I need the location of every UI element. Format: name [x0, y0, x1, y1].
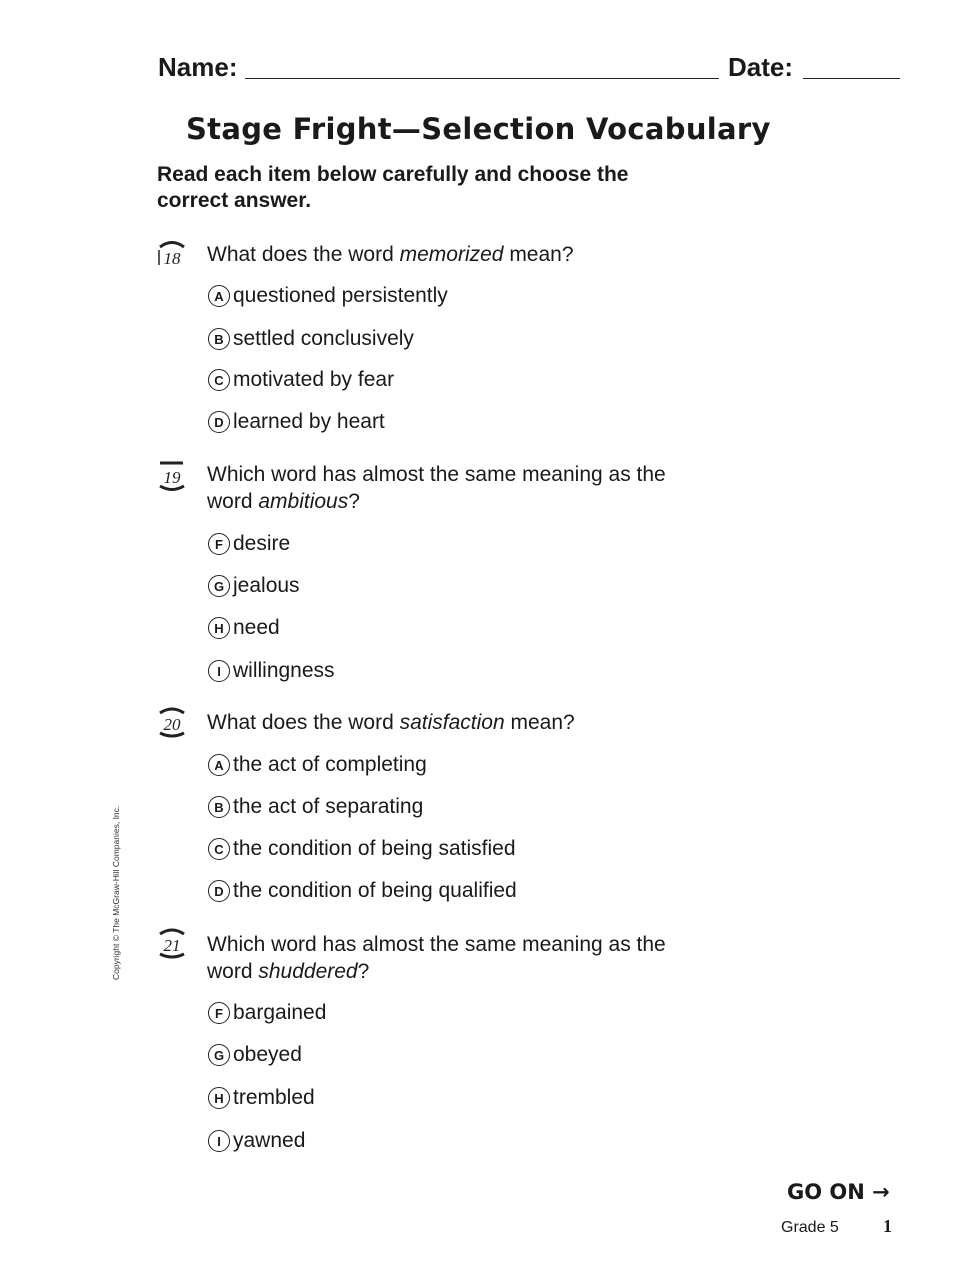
question-number-badge: [155, 459, 189, 489]
page-title: Stage Fright—Selection Vocabulary: [186, 112, 771, 146]
answer-option[interactable]: [208, 325, 414, 353]
option-text: yawned: [233, 1129, 306, 1152]
option-text: the act of separating: [233, 795, 424, 818]
option-text: settled conclusively: [233, 327, 414, 350]
date-field-line[interactable]: [803, 78, 900, 79]
answer-option[interactable]: [208, 793, 423, 821]
go-on-label: GO ON →: [787, 1180, 890, 1204]
question-number-badge: [155, 238, 189, 268]
date-label: Date:: [728, 52, 794, 82]
answer-bubble[interactable]: A: [208, 285, 230, 307]
answer-bubble[interactable]: C: [208, 838, 230, 860]
option-text: willingness: [233, 659, 335, 682]
answer-option[interactable]: [208, 1041, 302, 1069]
grade-label: Grade 5: [781, 1219, 839, 1236]
answer-bubble[interactable]: B: [208, 328, 230, 350]
answer-bubble[interactable]: B: [208, 796, 230, 818]
option-text: learned by heart: [233, 410, 385, 433]
answer-bubble[interactable]: D: [208, 880, 230, 902]
header-row: [158, 52, 900, 84]
instructions: Read each item below carefully and choose the correct answer.: [157, 163, 629, 212]
answer-bubble[interactable]: I: [208, 1130, 230, 1152]
answer-bubble[interactable]: H: [208, 617, 230, 639]
option-text: trembled: [233, 1086, 315, 1109]
answer-bubble[interactable]: G: [208, 575, 230, 597]
option-text: need: [233, 616, 280, 639]
question-number: 21: [163, 936, 181, 955]
option-text: the condition of being qualified: [233, 879, 517, 902]
answer-option[interactable]: [208, 614, 280, 642]
answer-bubble[interactable]: H: [208, 1087, 230, 1109]
option-text: motivated by fear: [233, 368, 395, 391]
option-text: questioned persistently: [233, 284, 448, 307]
answer-bubble[interactable]: G: [208, 1044, 230, 1066]
answer-option[interactable]: [208, 572, 300, 600]
answer-option[interactable]: [208, 408, 385, 436]
page-number: 1: [883, 1216, 892, 1236]
copyright-notice: Copyright © The McGraw-Hill Companies, Inc.: [111, 805, 121, 980]
answer-option[interactable]: [208, 751, 427, 779]
answer-option[interactable]: [208, 835, 516, 863]
answer-option[interactable]: [208, 877, 517, 905]
answer-bubble[interactable]: D: [208, 411, 230, 433]
question-text: What does the word memorized mean?: [207, 243, 574, 266]
name-field-line[interactable]: [245, 78, 719, 79]
option-text: desire: [233, 532, 291, 555]
answer-bubble[interactable]: F: [208, 533, 230, 555]
question-number: 18: [163, 249, 181, 268]
question-text: What does the word satisfaction mean?: [207, 711, 575, 734]
answer-option[interactable]: [208, 282, 448, 310]
question-number-badge: [155, 926, 189, 956]
option-text: the condition of being satisfied: [233, 837, 516, 860]
answer-option[interactable]: [208, 1084, 315, 1112]
name-label: Name:: [158, 52, 238, 82]
question-number: 19: [163, 468, 181, 487]
option-text: jealous: [233, 574, 300, 597]
answer-option[interactable]: [208, 657, 335, 685]
answer-option[interactable]: [208, 366, 394, 394]
option-text: the act of completing: [233, 753, 427, 776]
question-text: Which word has almost the same meaning as the word ambitious?: [207, 463, 666, 513]
question-number-badge: [155, 705, 189, 735]
answer-option[interactable]: [208, 999, 326, 1027]
answer-option[interactable]: [208, 530, 290, 558]
answer-bubble[interactable]: A: [208, 754, 230, 776]
answer-bubble[interactable]: F: [208, 1002, 230, 1024]
answer-bubble[interactable]: C: [208, 369, 230, 391]
answer-option[interactable]: [208, 1127, 305, 1155]
answer-bubble[interactable]: I: [208, 660, 230, 682]
option-text: bargained: [233, 1001, 327, 1024]
question-number: 20: [163, 715, 181, 734]
question-text: Which word has almost the same meaning as the word shuddered?: [207, 933, 666, 983]
option-text: obeyed: [233, 1043, 302, 1066]
